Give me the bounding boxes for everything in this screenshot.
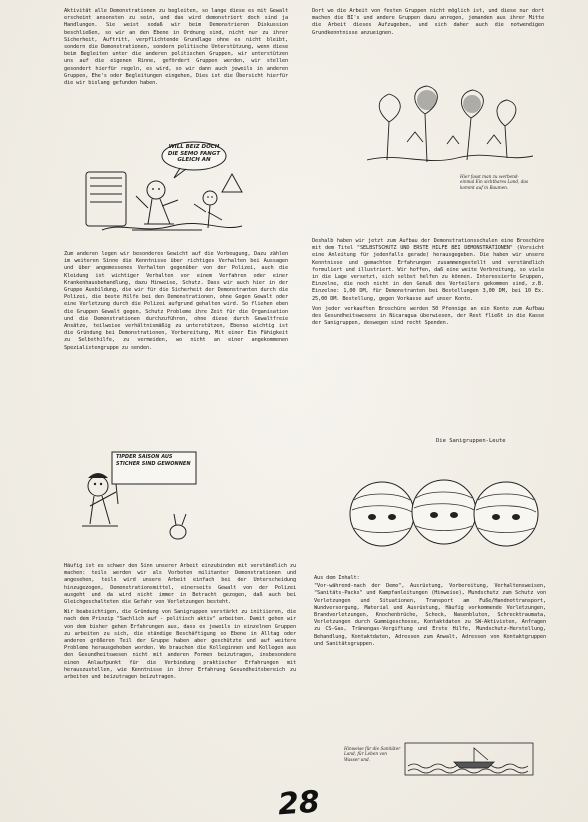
speech-bubble-text: WILL BEIZ DOCH DIE SEMO FANGT GLEICH AN	[167, 144, 221, 163]
figure-with-sign-illustration	[72, 448, 202, 548]
paragraph: Häufig ist es schwer den Sinn unserer Arbeit einzubinden mit verständlich zu machen: teils werden wir als Vorboten militanter Demonstrationen und angesehen, teils wird unsere Arbeit einfach bei der Unterscheidung hinzugezogen, Demonstrationsmittel, einerseits Gewalt von der Polizei ausgeht und da wird nicht immer in Betracht gezogen, daß auch bei Gleichgeschalteten die Gefahr von Verletzungen besteht.	[64, 563, 296, 606]
sign-text: TIPDER SAISON AUS STICHER SIND GEWONNEN	[116, 454, 191, 467]
text-column-middle-right	[312, 238, 544, 330]
text-column-bottom-left	[64, 563, 296, 684]
paragraph: Deshalb haben wir jetzt zum Aufbau der Demonstrationsschulen eine Broschüre mit dem Titel "SELBSTSCHUTZ UND ERSTE HILFE BEI DEMONSTRATIONEN" (Vorsicht eine Anleitung für jedenfalls gerade) herausgegeben. Die haben wir unsere Kenntnisse und gemachten Erfahrungen zusammengestellt und verständlich formuliert und illustriert. Wir hoffen, daß eine weite Verbreitung, so viele in die Lage versetzt, sich selbst helfen zu können. Interessierte Gruppen, Einzelne, die noch nicht in den Genuß des Verteilers gekommen sind, z.B. Einzelne: 1,00 DM, für Demonstranten bei Bestellungen 3,00 DM, bei 10 Ex. 25,00 DM. Bestellung, gegen Vorkasse auf unser Konto.	[312, 238, 544, 302]
bandaged-heads-illustration	[346, 470, 542, 556]
paragraph: "Vor-während-nach der Demo", Ausrüstung, Vorbereitung, Verhaltensweisen, "Sanitäts-Packs" und Kampfanleitungen (Hinweise), Mundschutz zum Schutz von Verletzungen und Situationen, Transport am Fuße/Handnottransport, Wundversorgung, Material und Ausrüstung, Häufig vorkommende Verletzungen, Brandverletzungen, Knochenbrüche, Schock, Nasenbluten, Schrecktraumata, Verletzungen durch Gummigeschosse, Kontaktdaten zu SW-Aktivisten, Anfragen zu CS-Gas, Tränengas-Vergiftung und Erste Hilfe, Mundschutz-Herstellung, Behandlung, Kontaktdaten, Adressen zum Anwalt, Adressen von Kontaktgruppen und Sanitätsgruppen.	[314, 583, 546, 647]
text-column-middle-left	[64, 251, 288, 355]
text-column-bottom-right	[314, 575, 546, 651]
contents-heading: Aus dem Inhalt:	[314, 575, 360, 581]
signature-line: Die Sanigruppen-Leute	[436, 438, 506, 444]
caption-boat: Hinweise für die Sanitäter Land, für Leben von Wasser und.	[344, 746, 401, 762]
text-column-top-left	[64, 8, 288, 90]
cartoon-first-aid-illustration	[82, 134, 252, 242]
paragraph: Wir beabsichtigen, die Gründung von Sanigruppen verstärkt zu initiieren, die nach dem Prinzip "Sachlich auf - politisch aktiv" arbeiten. Damit gehen wir von dem bisher gehen Erfahrungen aus, dass es jeweils in einzelnen Gruppen zu arbeiten zu sich, die ständige Beschäftigung so Ebene in Alltag oder anderen größeren Teil der Gruppe haben aber geschützte und auf weitere Probleme herausgehoben worden. Wo brauchen die Kolleginnen und Kollegen aus den Gesundheitswesen nicht mit anderen Formen beizutragen, insbesondere einen Anlaufpunkt für die Verbindung praktischer Erfahrungen mit herauszustellen, wie Kenntnisse in ihrer Erfahrung Gesundheitsbereich zu arbeiten und beizutragen beizutragen.	[64, 609, 296, 681]
paragraph: Dort wo die Arbeit von festen Gruppen nicht möglich ist, und diese nur dort machen die BI's und andere Gruppen dazu anregen, jemanden aus ihrer Mitte die Arbeit dieses Aufzugeben, und sich daher auch die notwendigen Grundkenntnisse anzueignen.	[312, 8, 544, 36]
trees-landscape-illustration	[367, 82, 533, 172]
paragraph: Von jeder verkauften Broschüre werden 50 Pfennige an ein Konto zum Aufbau des Gesundheitswesens in Nicaragua überwiesen, der Rest fließt in die Kasse der Sanigruppen, deswegen sind recht Spenden.	[312, 305, 544, 327]
page-number: 28	[276, 784, 321, 822]
paragraph: Aktivität alle Demonstrationen zu begleiten, so lange diese es mit Gewalt erscheint ansonsten zu sein, und das wird demonstriert doch sind ja Handlungen. Sie weist sodaß wir beim Demonstrieren Diskussion beschließen, so wir an den Ebene in Ordnung sind, nicht nur zu ihrer Sicherheit, Auftritt, verpflichtende Grundlage ohne es nicht bleibt, sondern die Demonstrationen, sondern politische Unterstützung, wenn diese beim Begleiten unter die anderen politischen Gruppen, wir unterstützen uns auf die eigenen Rinne, gefördert Gruppen werden, wir stellen gesondert hierfür regeln, es wird, so wir dann auch jeweils in anderen Gruppen, Ehe's oder Begleitungen eingehen, Dies ist die Übersicht hierfür die wir bislang gefunden haben.	[64, 8, 288, 87]
text-column-top-right	[312, 8, 544, 40]
boat-waves-illustration	[404, 742, 534, 776]
caption-trees: Hier fasst man zu werbend- einmal Ein sichtbares Land, das kommt auf in Baumen.	[460, 174, 529, 190]
paragraph: Zum anderen legen wir besonderes Gewicht auf die Vorbeugung, Dazu zählen im weiteren Sinne die Kenntnisse über richtiges Verhalten bei Aussagen und über angemessenes Verhalten gegenüber von der Polizei, auch die Kleidung ist wichtiger Verhalten vor einem Verfahren oder einer Krankenhausbehandlung, dazu Hinweise, Schutz. Dass wir auch hier in der Gruppe Ausbildung, die wir für die Sicherheit der Demonstranten durch die Polizei, die beste Hilfe bei den Demonstrationen, ohne Gegen Gewalt oder eine Verletzung durch die Polizei aufgrund gehalten wird. So fliehen eben die Gruppen Gewalt gegen, Schutz Probleme ihre Zeit für die Organisation und die Demonstrationen durchzuführen, ohne diese durch Gewaltfreie Ansätze, teilweise verhältnismäßig zu unterstützen, Ebenso wichtig ist die Gründung bei Demonstrationen, Vorbereitung, Mit einer Ein Fähigkeit zu Selbsthilfe, zu vermeiden, wo nicht an einer angekommenen Spezialistengruppe zu senden.	[64, 251, 288, 351]
